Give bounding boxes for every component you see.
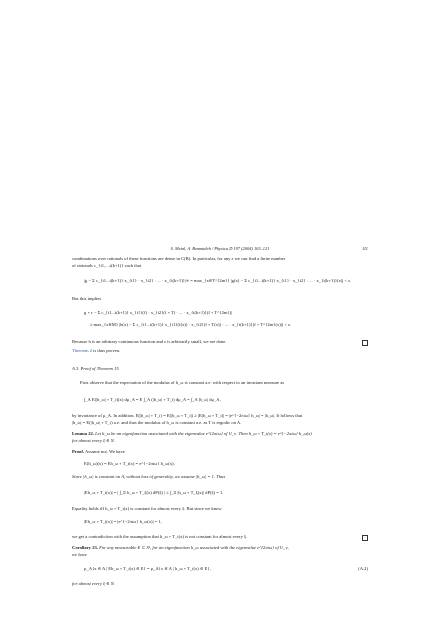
qed-symbol [362,535,368,541]
equation: |Eh_ω ∘ T_i(x)| = | ∫_Ξ h_ω ∘ T_ξ(x) dP(ξ) | ≤ ∫_Ξ |h_ω ∘ T_ξ(x)| dP(ξ) = 1. [84,490,224,495]
lemma-text: Let h_ω be an eigenfunction associated with the eigenvalue e^{2πiω} of U_ν. Then h_ω ∘ T_i(x) = e^{−2πiω} h_ω(x) [93,431,312,436]
equation: ∫_A E(|h_ω| ∘ T_i)(x) dμ_A = E ∫_A (|h_ω| ∘ T_i) dμ_A = ∫_A |h_ω| dμ_A, [84,397,221,402]
body-line: Since |h_ω| is constant on A, without loss of generality, we assume |h_ω| = 1. Thus [72,474,226,479]
equation: |g − Σ c_{i1...i(k+1)} x_{i1} · x_{i2} · ... · x_{i(k+1)}|∞ = max_{x∈T^{2m}} |g(x) − Σ c_{i1...i(k+1)} x_{i1} · x_{i2} · ... · x_{i(k+1)}(x)| < ε. [84,278,352,283]
equation: ≥ max_{x∈M} |h(x) − Σ c_{i1...i(k+1)} x_{i1}(f(x)) · x_{i2}(f ∘ T(x)) · ... · x_{i(k+1)}(f ∘ T^{2m}(x))| < ε. [90,322,292,327]
body-text: is thus proven. [92,348,121,353]
lemma-line: for almost every ξ ∈ N. [72,438,115,443]
body-line: combinations over rationals of these functions are dense in C(B). In particular, for any ε we can find a finite number [72,256,286,261]
theorem-link[interactable]: Theorem 2 [72,348,93,353]
running-head: S. Meinl, A. Bemmaleh / Physica D 197 (2004) 103–121 [170,246,270,251]
equation: E(h_ω)(x) = Eh_ω ∘ T_i(x) = e^{−2πiω} h_ω(x). [84,461,175,466]
page-number: 111 [362,246,368,251]
corollary-text: For any measurable E ⊂ S¹, for an eigenfunction h_ω associated with the eigenvalue e^{2πiω} of U_ν, [97,545,289,550]
qed-symbol [362,340,368,346]
equation: g ∘ τ − Σ c_{i1...i(k+1)} x_{i1}(f) · x_{i2}(f ∘ T) · ... · x_{i(k+1)}(f ∘ T^{2m})| [84,310,233,315]
corollary-line [72,545,368,551]
body-line: Equality holds iff h_ω ∘ T_i(x) is constant for almost every ξ. But since we know [72,506,222,511]
body-line: |h_ω| = E(|h_ω| ∘ T_i) a.e. and thus the modulus of h_ω is constant a.e. as T is ergodic on A. [72,420,242,425]
body-line: Because h is an arbitrary continuous function and ε is arbitrarily small, we are done. [72,339,227,344]
corollary-line: we have [72,552,87,557]
proof-line [72,449,368,455]
proof-label: Proof. [72,449,85,454]
body-line: First observe that the expectation of the modulus of h_ω is constant a.e. with respect to an invariant measure as [80,380,285,385]
section-heading: A.3. Proof of Theorem 15 [72,366,119,371]
lemma-label: Lemma 22. [72,431,94,436]
proof-text: Assume not. We have [84,449,125,454]
corollary-label: Corollary 23. [72,545,98,550]
body-line: we get a contradiction with the assumption that h_ω ∘ T_i(x) is not constant for almost every ξ. [72,534,248,539]
equation-number: (A.2) [358,566,368,571]
running-header [72,246,368,256]
body-line: of rationals c_{i1,...,i(k+1)} such that [72,263,142,268]
equation: |Eh_ω ∘ T_i(x)| = |e^{−2πiω} h_ω(x)| = 1, [84,519,162,524]
lemma-line [72,431,368,437]
equation: μ_A{x ∈ A | Eh_ω ∘ T_i(x) ∈ E} = μ_A{x ∈ A | h_ω ∘ T_i(x) ∈ E}, [84,566,211,571]
body-line: But this implies [72,296,102,301]
body-line: by invariance of μ_A. In addition, E(|h_ω| ∘ T_i) = E(|h_ω ∘ T_i|) ≥ |E(h_ω ∘ T_i)| = |e^{−2πiω} h_ω| = |h_ω|. It follows that [72,413,303,418]
body-line [72,348,368,354]
body-line: for almost every ξ ∈ N. [72,581,115,586]
